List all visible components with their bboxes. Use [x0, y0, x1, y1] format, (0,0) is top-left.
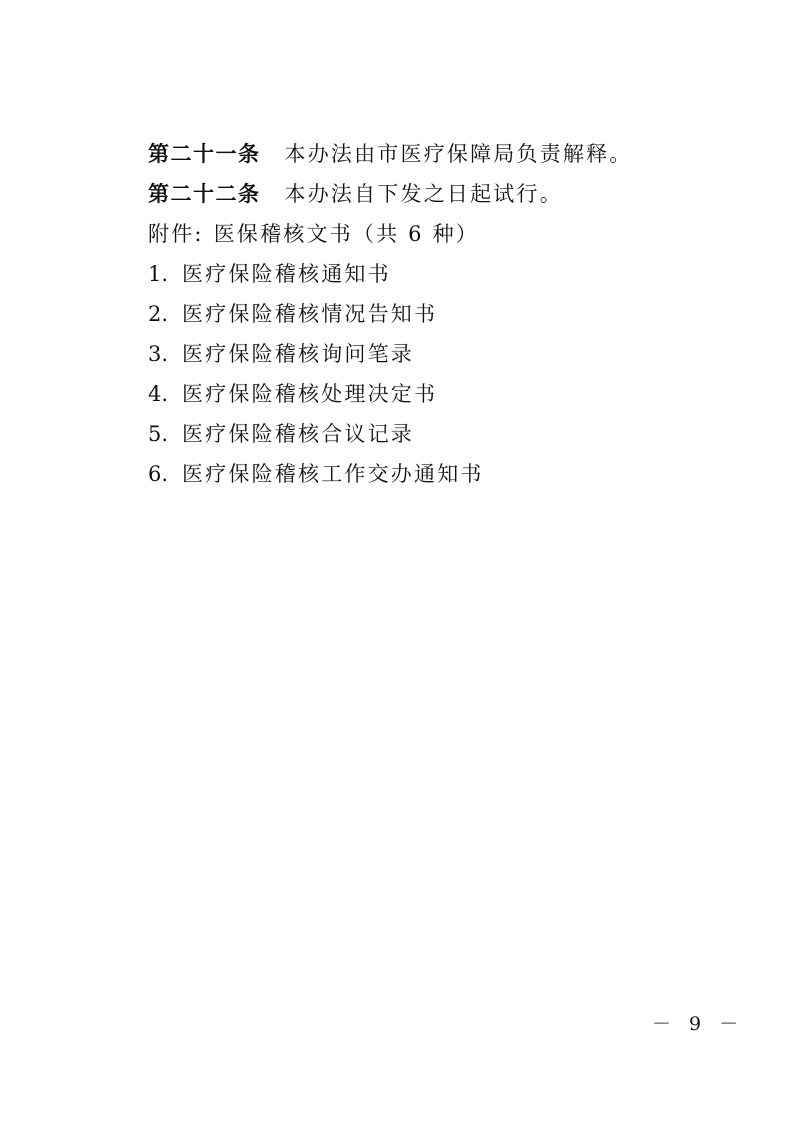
article-22: [148, 184, 563, 205]
article-text: 本办法由市医疗保障局负责解释。: [284, 142, 633, 166]
list-item-text: 医疗保险稽核询问笔录: [182, 342, 414, 366]
list-item: [148, 424, 414, 445]
article-text: 本办法自下发之日起试行。: [284, 182, 563, 206]
list-item-text: 医疗保险稽核合议记录: [182, 422, 414, 446]
article-number: 第二十一条: [148, 142, 261, 166]
list-item: [148, 264, 391, 285]
list-item-number: 3.: [148, 342, 169, 366]
list-item-text: 医疗保险稽核情况告知书: [182, 302, 438, 326]
attachment-label: 附件:: [148, 222, 204, 246]
list-item-number: 5.: [148, 422, 169, 446]
list-item-number: 2.: [148, 302, 169, 326]
page-number: － 9 －: [652, 1013, 745, 1035]
list-item-number: 4.: [148, 382, 169, 406]
list-item: [148, 344, 414, 365]
list-item-text: 医疗保险稽核处理决定书: [182, 382, 438, 406]
attachment-title: 医保稽核文书（共 6 种）: [213, 222, 479, 246]
list-item-text: 医疗保险稽核通知书: [182, 262, 391, 286]
list-item-number: 1.: [148, 262, 169, 286]
list-item: [148, 384, 437, 405]
list-item-number: 6.: [148, 462, 169, 486]
list-item: [148, 464, 484, 485]
attachment-heading: [148, 224, 479, 245]
list-item-text: 医疗保险稽核工作交办通知书: [182, 462, 484, 486]
list-item: [148, 304, 437, 325]
article-21: [148, 144, 633, 165]
article-number: 第二十二条: [148, 182, 261, 206]
